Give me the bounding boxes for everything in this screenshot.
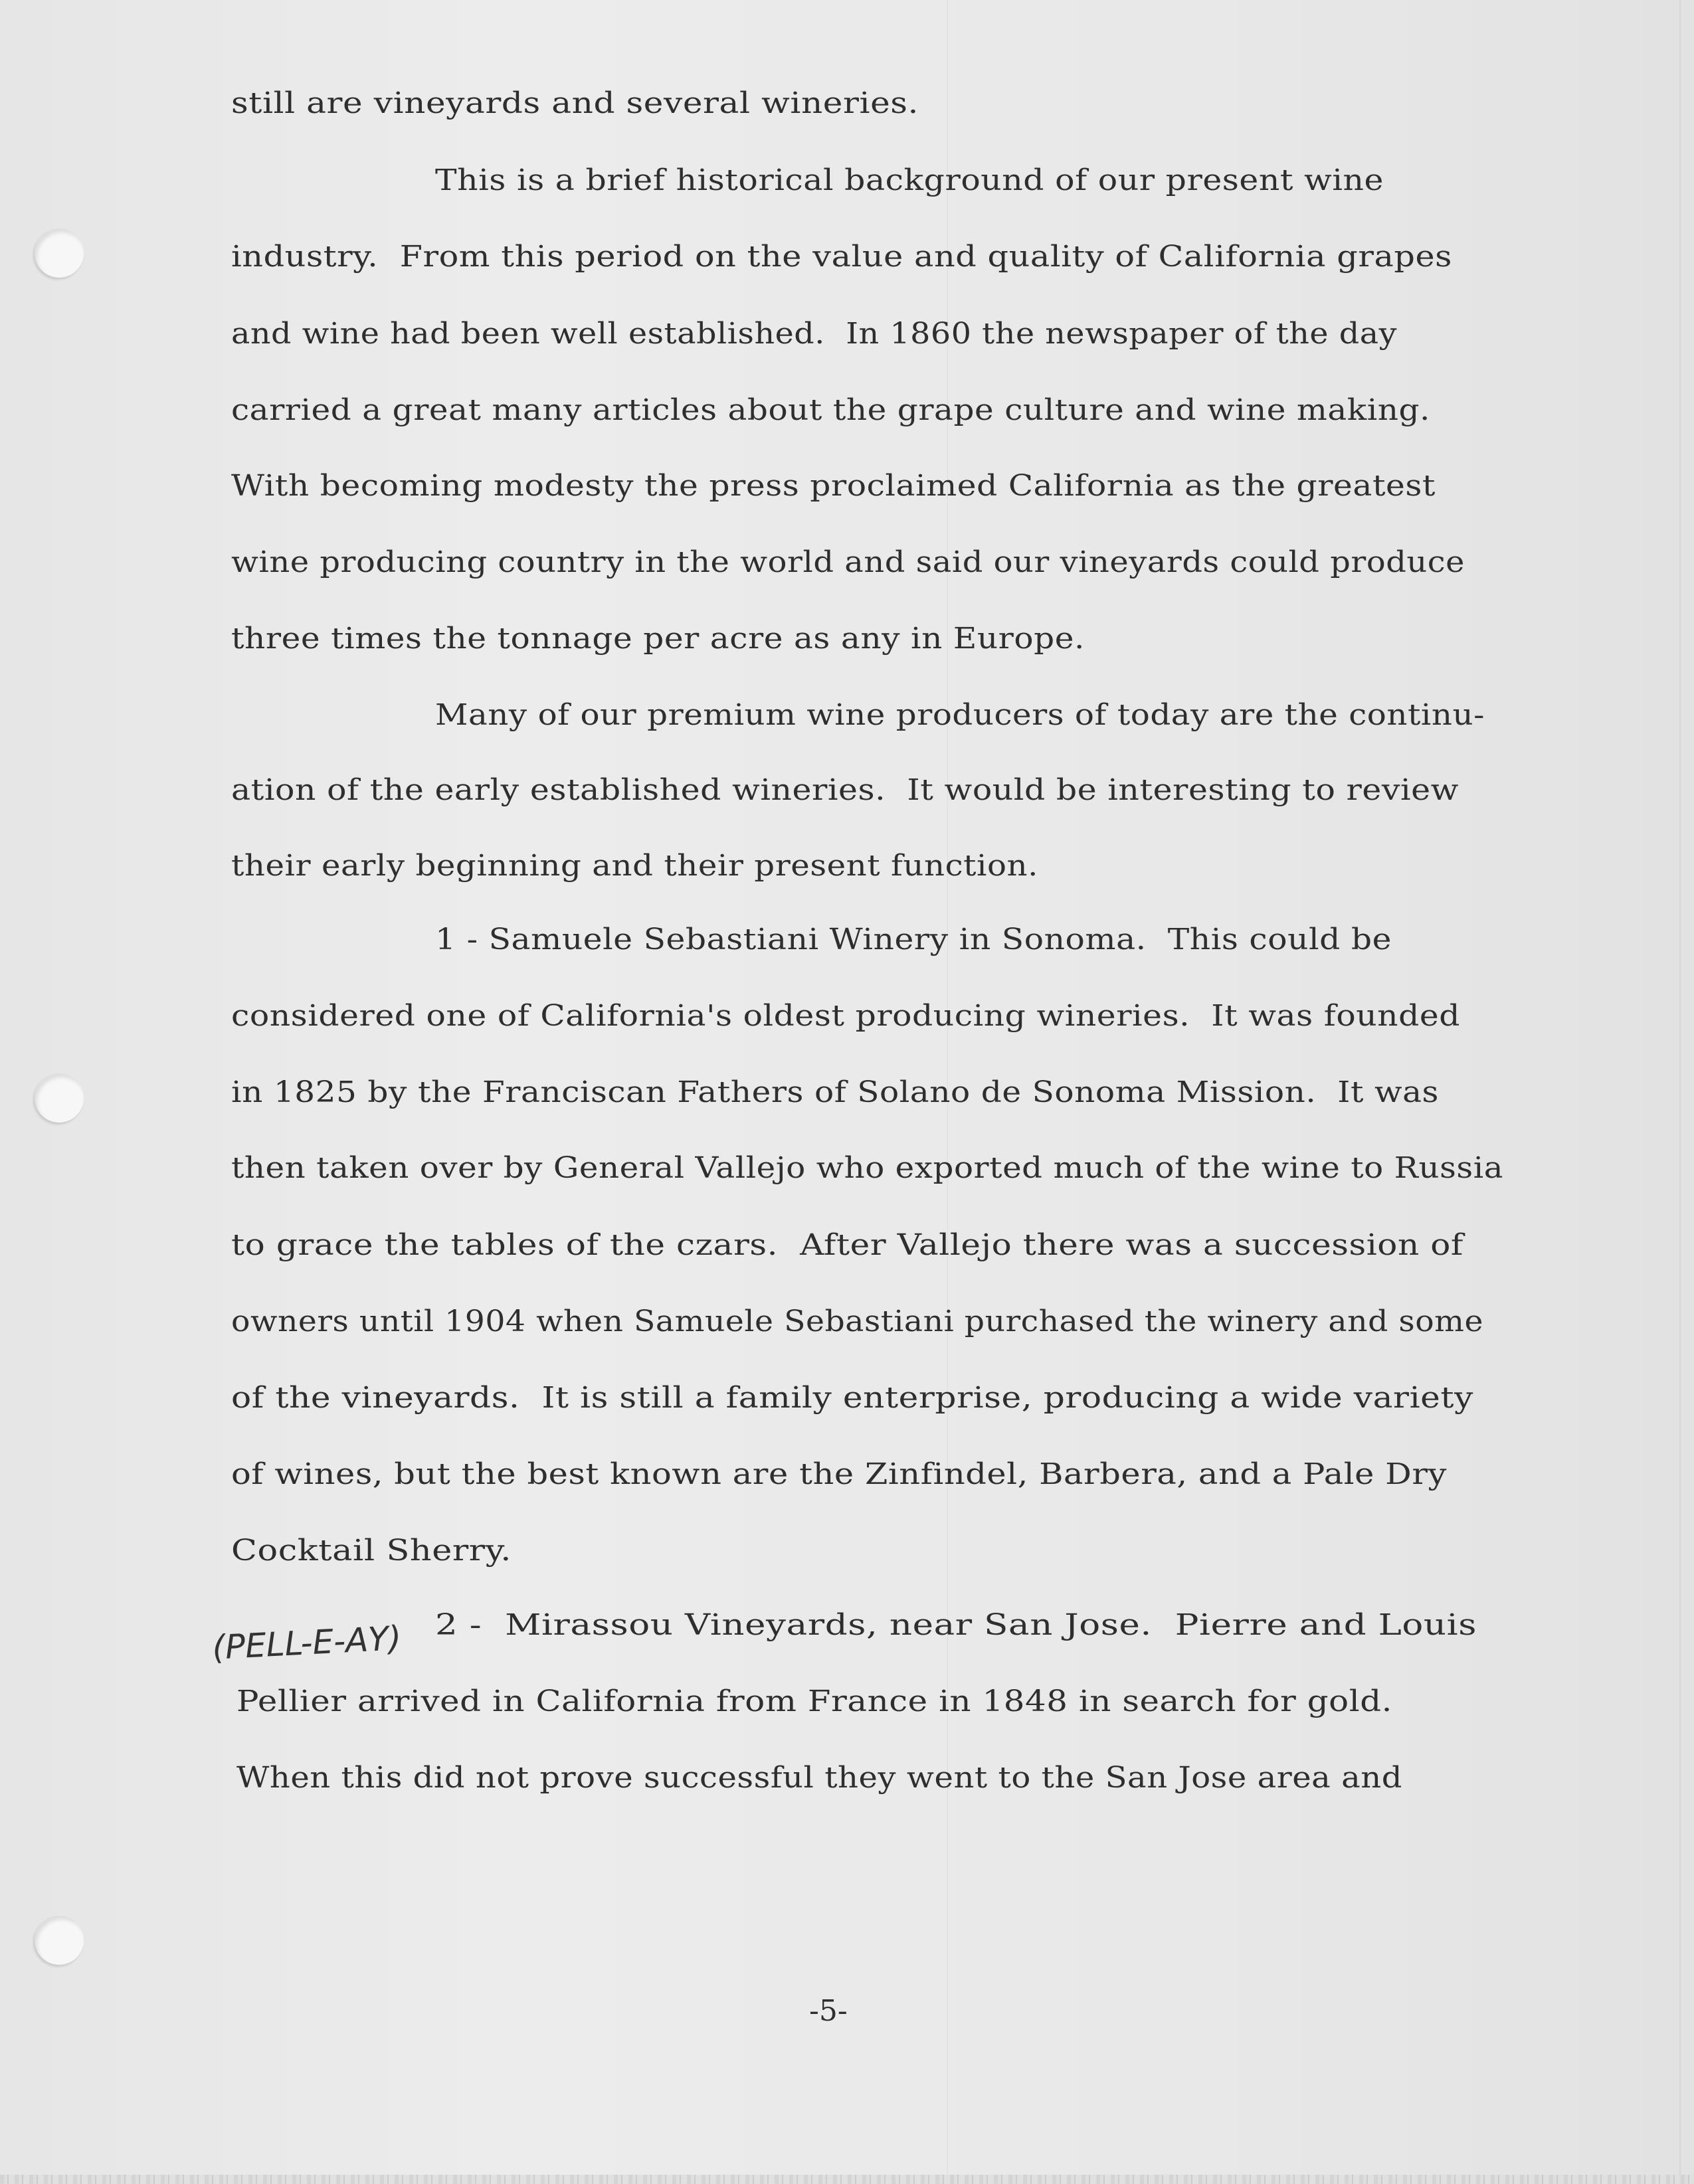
text-line: of wines, but the best known are the Zinfindel, Barbera, and a Pale Dry (231, 1457, 1447, 1491)
text-line: and wine had been well established. In 1860 the newspaper of the day (231, 317, 1397, 351)
text-line: of the vineyards. It is still a family enterprise, producing a wide variety (231, 1381, 1473, 1415)
text-line: still are vineyards and several wineries. (231, 86, 919, 120)
scan-bottom-edge (0, 2175, 1694, 2184)
text-line: When this did not prove successful they went to the San Jose area and (236, 1761, 1402, 1795)
text-line: three times the tonnage per acre as any in Europe. (231, 622, 1085, 656)
handwritten-pronunciation-note: (PELL-E-AY) (211, 1619, 403, 1667)
text-line: considered one of California's oldest producing wineries. It was founded (231, 999, 1460, 1033)
punch-hole-middle (35, 1073, 84, 1123)
text-line: wine producing country in the world and said our vineyards could produce (231, 545, 1465, 579)
text-line: their early beginning and their present function. (231, 849, 1038, 883)
text-line: 2 - Mirassou Vineyards, near San Jose. Pierre and Louis (435, 1608, 1477, 1642)
paper-edge (1679, 0, 1681, 2184)
text-line: Many of our premium wine producers of today are the continu- (435, 698, 1485, 732)
text-line: Cocktail Sherry. (231, 1534, 512, 1568)
text-line: in 1825 by the Franciscan Fathers of Solano de Sonoma Mission. It was (231, 1075, 1439, 1109)
punch-hole-bottom (35, 1916, 84, 1965)
text-line: to grace the tables of the czars. After Vallejo there was a succession of (231, 1228, 1463, 1262)
page-number: -5- (809, 1994, 848, 2028)
text-line: industry. From this period on the value and quality of California grapes (231, 240, 1452, 274)
text-line: then taken over by General Vallejo who exported much of the wine to Russia (231, 1151, 1503, 1185)
text-line: carried a great many articles about the grape culture and wine making. (231, 393, 1430, 427)
text-line: This is a brief historical background of our present wine (435, 163, 1384, 197)
text-line: owners until 1904 when Samuele Sebastiani purchased the winery and some (231, 1305, 1483, 1338)
text-line: With becoming modesty the press proclaimed California as the greatest (231, 469, 1436, 503)
text-line: Pellier arrived in California from France in 1848 in search for gold. (236, 1684, 1392, 1718)
punch-hole-top (35, 228, 84, 278)
text-line: ation of the early established wineries. It would be interesting to review (231, 773, 1459, 807)
text-line: 1 - Samuele Sebastiani Winery in Sonoma. This could be (435, 923, 1392, 956)
